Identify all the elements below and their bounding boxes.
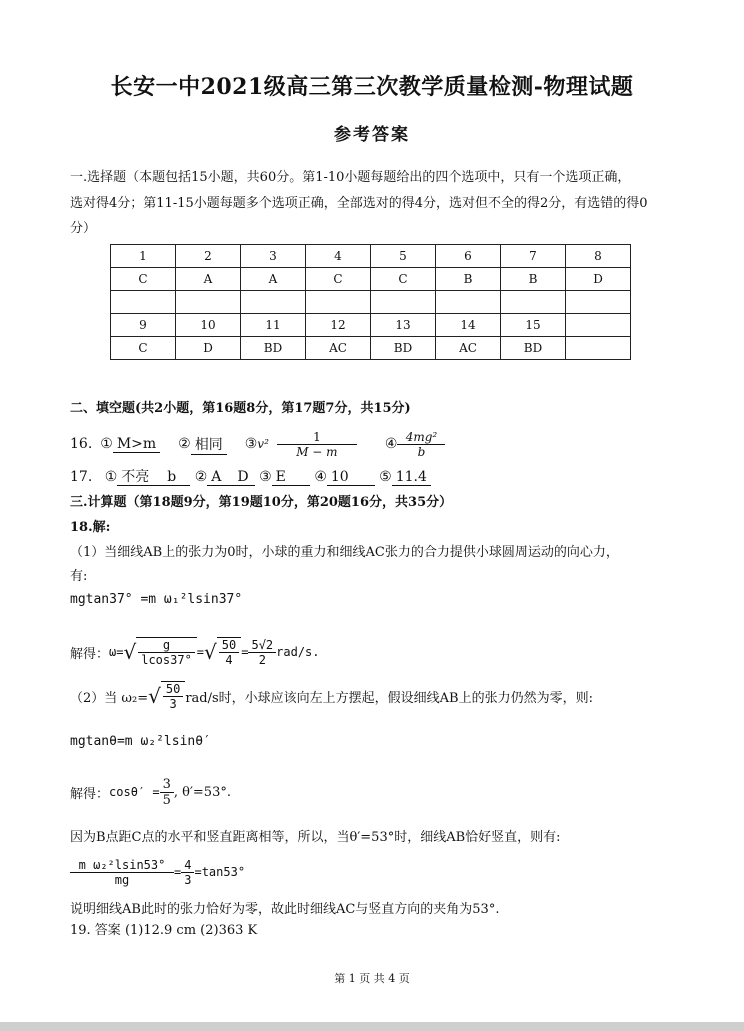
q18-equation-3-numerator: m ω₂²lsin53° [70,858,174,873]
table-cell: B [436,268,501,291]
table-cell: A [176,268,241,291]
sqrt-icon: √ [204,640,217,664]
q18-solution-2-numerator: 3 [160,777,174,793]
q17-answer-5: 11.4 [392,469,431,486]
q18-part1-line1: （1）当细线AB上的张力为0时，小球的重力和细线AC张力的合力提供小球圆周运动的向心力， [70,545,619,560]
table-cell: BD [371,337,436,360]
answer-table [110,244,631,360]
q18-solution-1-den-1: lcos37° [141,653,192,667]
q18-solution-2-denominator: 5 [162,792,171,808]
q17-mark-4: ④ [314,469,327,485]
table-cell: C [371,268,436,291]
table-cell [176,291,241,314]
table-cell: A [241,268,306,291]
q16-number: 16. [70,436,93,452]
q16-mark-2: ② [178,436,191,452]
q18-part2-line [70,676,593,716]
q18-solution-2-cos: cosθ′ = [109,785,160,799]
q18-equation-1: mgtan37° =m ω₁²lsin37° [70,592,243,607]
table-row [111,337,631,360]
q18-solution-1-frac-1 [136,637,197,667]
table-cell: 14 [436,314,501,337]
q18-part3-text: 因为B点距C点的水平和竖直距离相等，所以，当θ′=53°时，细线AB恰好竖直，则有: [70,830,561,845]
q17-answer-2: A [207,469,231,486]
q18-equation-3-suffix: =tan53° [194,865,246,879]
table-cell: 6 [436,245,501,268]
table-cell [241,291,306,314]
q18-solution-1-num-1: g [138,638,195,653]
q18-solution-1-num-2: 50 [219,638,239,653]
q18-part2-prefix: （2）当 ω₂= [70,690,149,706]
q18-equation-3 [70,850,245,894]
section1-intro-line3: 分） [70,221,97,236]
q18-solution-2 [70,772,231,812]
page-subtitle: 参考答案 [334,125,410,145]
table-cell: BD [241,337,306,360]
q18-solution-1-frac-2 [217,637,241,667]
table-cell [566,337,631,360]
table-cell: C [306,268,371,291]
table-cell: 4 [306,245,371,268]
q18-solution-2-label: 解得： [70,786,110,802]
q17-mark-1: ① [104,469,118,485]
table-cell [371,291,436,314]
table-cell [436,291,501,314]
q16-answer-4-fraction [397,430,445,459]
q18-part2-fraction [161,681,185,711]
q18-equation-3-fraction [70,858,174,887]
table-row [111,245,631,268]
q18-solution-1-label: 解得： [70,646,110,662]
section1-intro-line2: 选对得4分；第11-15小题每题多个选项正确，全部选对的得4分，选对但不全的得2分，有选错的得0 [70,196,648,211]
table-cell [501,291,566,314]
q18-equation-3-denominator-2: 3 [184,872,192,887]
table-cell [306,291,371,314]
q16-answer-1: M>m [113,436,160,453]
sqrt-icon: √ [148,684,161,708]
page-number: 第 1 页 共 4 页 [334,972,410,985]
q16-answer-4-denominator: b [417,444,426,459]
table-cell: C [111,268,176,291]
table-cell [566,291,631,314]
q17-answer-1: 不亮 [117,469,153,486]
q18-solution-1-den-3: 2 [258,652,266,667]
section2-heading: 二、填空题(共2小题，第16题8分，第17题7分，共15分) [70,401,411,416]
q18-solution-1-omega: ω= [109,645,124,659]
table-cell: 2 [176,245,241,268]
page-title: 长安一中2021级高三第三次教学质量检测-物理试题 [110,74,634,100]
q18-solution-1-den-2: 4 [225,653,233,667]
q18-conclusion: 说明细线AB此时的张力恰好为零，故此时细线AC与竖直方向的夹角为53°. [70,902,500,917]
table-cell: 11 [241,314,306,337]
table-cell: D [176,337,241,360]
q18-solution-1 [70,632,320,672]
q16-mark-3: ③ [244,436,258,452]
table-cell: AC [436,337,501,360]
table-cell: D [566,268,631,291]
table-cell: 13 [371,314,436,337]
q18-part2-suffix: rad/s时，小球应该向左上方摆起，假设细线AB上的张力仍然为零，则: [185,690,593,706]
table-row [111,314,631,337]
q17-answer-1b: b [153,469,190,486]
q18-solution-1-eq-2: = [196,645,205,659]
table-cell: 7 [501,245,566,268]
q18-solution-1-eq-3: = [241,645,249,659]
q16-answer-2: 相同 [191,434,227,455]
q18-equation-3-numerator-2: 4 [181,858,194,873]
q18-label: 18.解: [70,520,111,535]
q17-answer-2b: D [231,469,254,486]
q16-mark-1: ① [100,436,113,452]
table-row [111,291,631,314]
q17-mark-2: ② [194,469,208,485]
section3-heading: 三.计算题（第18题9分，第19题10分，第20题16分，共35分） [70,495,453,510]
table-cell: 3 [241,245,306,268]
table-cell: 15 [501,314,566,337]
q16-answer-3-numerator: 1 [277,430,357,445]
page-divider [0,1022,744,1031]
q18-solution-1-unit: rad/s. [276,645,320,659]
q17-line [70,466,431,486]
table-cell: 8 [566,245,631,268]
q17-answer-3: E [272,469,310,486]
q16-answer-3-prefix: v² [257,437,269,451]
q18-solution-1-frac-3 [248,638,276,667]
table-cell: 12 [306,314,371,337]
table-cell [111,291,176,314]
q18-solution-2-fraction [160,777,174,808]
q18-solution-1-num-3: 5√2 [248,638,276,653]
table-cell: BD [501,337,566,360]
q16-answer-3-denominator: M − m [296,444,338,459]
q18-equation-3-fraction-2 [181,858,194,887]
sqrt-icon: √ [123,640,137,664]
table-cell: C [111,337,176,360]
table-row [111,268,631,291]
table-cell [566,314,631,337]
q18-solution-2-suffix: , θ′=53°. [173,784,231,800]
q18-equation-2: mgtanθ=m ω₂²lsinθ′ [70,734,211,749]
table-cell: AC [306,337,371,360]
q16-answer-4-numerator: 4mg² [397,430,445,445]
q16-mark-4: ④ [384,436,398,452]
q17-answer-4: 10 [327,469,375,486]
q18-part2-denominator: 3 [169,697,177,711]
q17-mark-5: ⑤ [379,469,392,485]
q18-equation-3-denominator: mg [114,872,130,887]
section1-intro-line1: 一.选择题（本题包括15小题，共60分。第1-10小题每题给出的四个选项中，只有一个选项正确， [70,170,631,185]
q16-line [70,426,445,462]
q16-answer-3-fraction [277,430,357,459]
q19-answer: 19. 答案 (1)12.9 cm (2)363 K [70,923,258,938]
table-cell: 1 [111,245,176,268]
table-cell: 10 [176,314,241,337]
table-cell: B [501,268,566,291]
q17-mark-3: ③ [259,469,272,485]
q18-part2-numerator: 50 [163,682,183,697]
table-cell: 5 [371,245,436,268]
q18-equation-3-eq: = [174,865,182,879]
q18-part1-line2: 有: [70,569,88,584]
q17-number: 17. [70,469,93,485]
table-cell: 9 [111,314,176,337]
